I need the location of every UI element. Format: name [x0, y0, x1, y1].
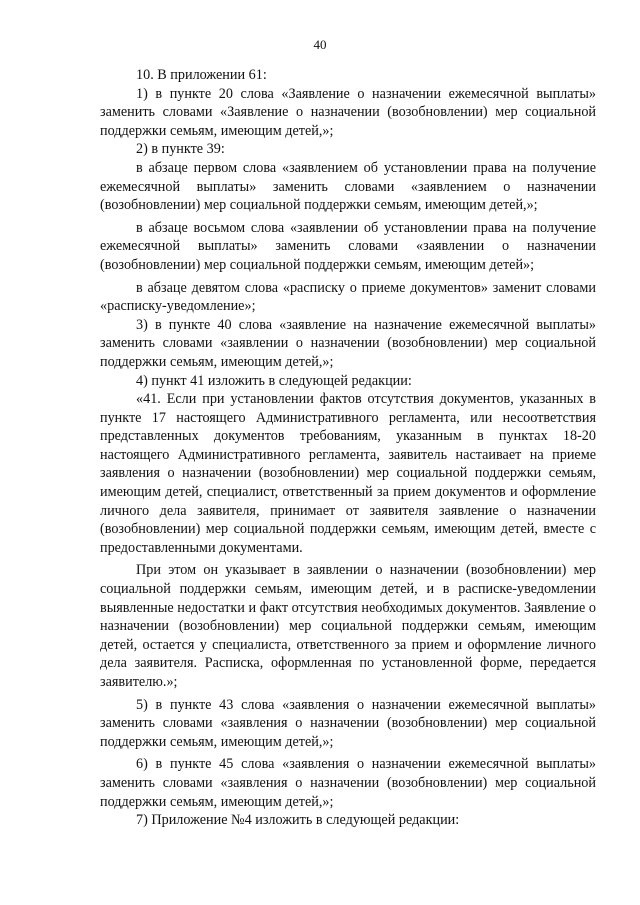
paragraph-subitem-5: 5) в пункте 43 слова «заявления о назначении ежемесячной выплаты» заменить словами «заявления о назначении (возобновлении) мер социальной поддержки семьям, имеющим детей,»;	[100, 696, 596, 750]
document-body	[100, 66, 596, 830]
paragraph-subitem-7: 7) Приложение №4 изложить в следующей редакции:	[136, 812, 460, 829]
paragraph-point-41-continued: При этом он указывает в заявлении о назначении (возобновлении) мер социальной поддержки семьям, имеющим детей, и в расписке-уведомлении выявленные недостатки и факт отсутствия необходимых документов. Заявление о назначении (возобновлении) мер социальной поддержки семьям, имеющим детей, остается у специалиста, ответственного за прием и оформление личного дела заявителя. Расписка, оформленная по установленной форме, передается заявителю.»;	[100, 562, 596, 690]
paragraph-item-10-heading: 10. В приложении 61:	[136, 67, 267, 83]
paragraph-subitem-2: 2) в пункте 39:	[136, 141, 225, 158]
paragraph-subitem-3: 3) в пункте 40 слова «заявление на назначение ежемесячной выплаты» заменить словами «заявлении о назначении (возобновлении) мер социальной поддержки семьям, имеющим детей,»;	[100, 316, 596, 370]
page-number: 40	[313, 37, 327, 52]
paragraph-subitem-1: 1) в пункте 20 слова «Заявление о назначении ежемесячной выплаты» заменить словами «Заявление о назначении (возобновлении) мер социальной поддержки семьям, имеющим детей,»;	[100, 85, 596, 139]
paragraph-abzac-first: в абзаце первом слова «заявлением об установлении права на получение ежемесячной выплаты» заменить словами «заявлением о назначении (возобновлении) мер социальной поддержки семьям, имеющим детей,»;	[100, 159, 596, 214]
paragraph-subitem-4: 4) пункт 41 изложить в следующей редакции:	[136, 372, 412, 389]
paragraph-abzac-eighth: в абзаце восьмом слова «заявлении об установлении права на получение ежемесячной выплаты» заменить словами «заявлении о назначении (возобновлении) мер социальной поддержки семьям, имеющим детей»;	[100, 219, 596, 273]
paragraph-point-41: «41. Если при установлении фактов отсутствия документов, указанных в пункте 17 настоящего Административного регламента, или несоответствия представленных документов требованиям, указанным в пунктах 18-20 настоящего Административного регламента, заявитель настаивает на приеме заявления о назначении (возобновлении) мер социальной поддержки семьям, имеющим детей, специалист, ответственный за прием документов и оформление личного дела заявителя, принимает от заявителя заявление о назначении (возобновлении) мер социальной поддержки семьям, имеющим детей, вместе с предоставленными документами.	[100, 391, 596, 556]
paragraph-subitem-6: 6) в пункте 45 слова «заявления о назначении ежемесячной выплаты» заменить словами «заявления о назначении (возобновлении) мер социальной поддержки семьям, имеющим детей,»;	[100, 756, 596, 810]
paragraph-abzac-ninth: в абзаце девятом слова «расписку о приеме документов» заменит словами «расписку-уведомление»;	[100, 279, 596, 315]
